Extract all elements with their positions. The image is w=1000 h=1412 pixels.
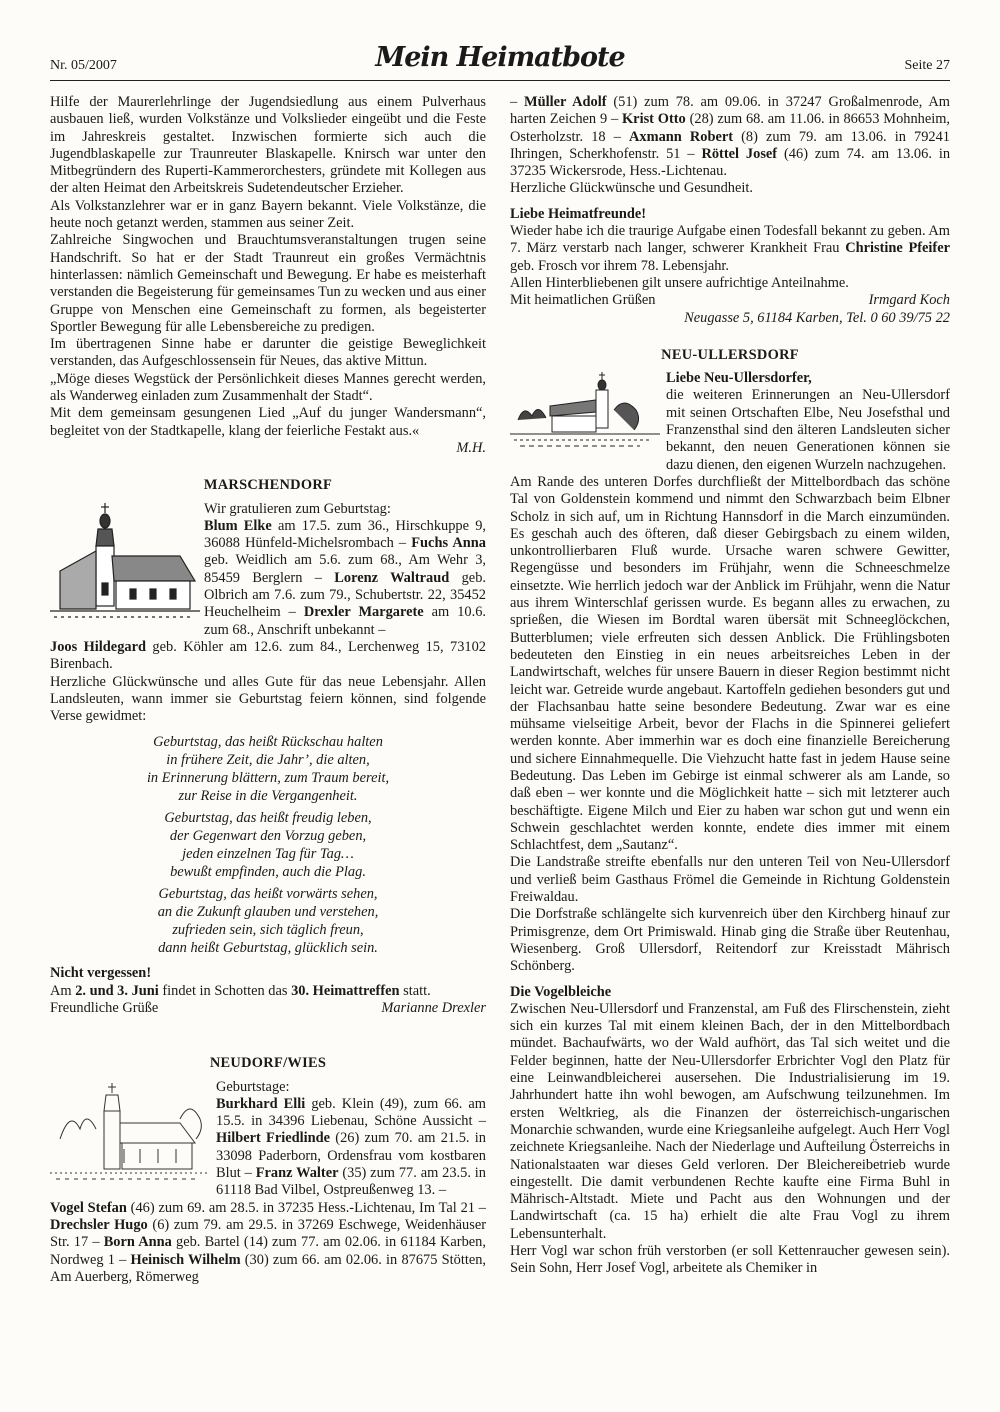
birthday-details: (30) zum 66. am 02.06. in 87675 Stötten, Am Auerberg, Römerweg <box>50 1251 486 1285</box>
deceased-name: Christine Pfeifer <box>845 240 950 257</box>
reminder-date: 2. und 3. Juni <box>75 982 159 999</box>
birthday-details: geb. Klein (49), zum 66. am 15.5. in 34396 Liebenau, Schöne Aussicht – <box>216 1095 486 1130</box>
page-number: Seite 27 <box>904 58 950 73</box>
condolence-part: geb. Frosch vor ihrem 78. Lebensjahr. <box>510 257 730 274</box>
neu-ullersdorf-paragraph: Zwischen Neu-Ullersdorf und Franzenstal, am Fuß des Flirschenstein, zieht sich ein kurzes Tal mit einem kleinen Bach, der in den Mittelbordbach mündet. Bachaufwärts, wo der Wald aufhört, das Tal sich weitet und die Felder beginnen, hatte der Neu-Ullersdorfer Erbrichter Vogl den Platz für eine Leinwandbleicherei ausersehen. Die Industrialisierung im 19. Jahrhundert hatte ihn wohl bewogen, am Aufschwung teilzunehmen. Im ersten Weltkrieg, als die Finanzen der österreichisch-ungarischen Monarchie schwanden, wurde eine Kriegsanleihe aufgelegt. Auch Herr Vogl zeichnete Kriegsanleihe. Nach der Niederlage und Aufteilung Österreichs in Nationalstaaten war dieses Geld verloren. Der Bleichereibetrieb wurde eingestellt. Die damit verbundenen Rechte kaufte eine Firma Buhl in Mährisch-Altstadt. Miete und Pacht aus den Wohnungen und der Landwirtschaft (ca. 15 ha) erhielt die alte Frau Vogl zu ihrem Lebensunterhalt. <box>510 1000 950 1242</box>
marschendorf-intro: Wir gratulieren zum Geburtstag: <box>204 500 391 517</box>
intro-paragraph: Zahlreiche Singwochen und Brauchtumsveranstaltungen trugen seine Handschrift. So hat er der Stadt Traunreut ein großes Vermächtnis hinterlassen: nämlich Gemeinschaft und Bewegung. Er habe es meisterhaft verstanden die Begeisterung für gemeinsames Tun zu wecken und aus einer Gruppe von Menschen eine Gemeinschaft zu formen, als begeisterter Sportler Bewegung für alle Lebensbereiche zu predigen. <box>50 232 486 335</box>
birthday-details: (35) zum 77. am 23.5. in 61118 Bad Vilbel, Ostpreußenweg 13. – <box>216 1165 486 1199</box>
intro-paragraph: Im übertragenen Sinne habe er darunter die geistige Beweglichkeit verstanden, das Aufgeschlossensein für Neues, das aktive Mittun. <box>50 336 486 370</box>
poem-line: zufrieden sein, sich täglich freun, <box>172 922 364 939</box>
birthday-name: Drechsler Hugo <box>50 1216 148 1233</box>
neudorf-intro: Geburtstage: <box>216 1078 290 1095</box>
birthday-name: Hilbert Friedlinde <box>216 1130 330 1147</box>
birthday-name: Heinisch Wilhelm <box>130 1251 241 1268</box>
poem-line: Geburtstag, das heißt Rückschau halten <box>153 734 383 751</box>
poem-line: bewußt empfinden, auch die Plag. <box>170 864 366 881</box>
poem-line: jeden einzelnen Tag für Tag… <box>182 846 354 863</box>
birthday-name: Drexler Margarete <box>303 604 424 621</box>
birthday-name: Müller Adolf <box>524 94 607 110</box>
poem-line: an die Zukunft glauben und verstehen, <box>157 904 379 921</box>
neu-ullersdorf-paragraph: Die Landstraße streifte ebenfalls nur den unteren Teil von Neu-Ullersdorf und verließ beim Gasthaus Frömel die Gemeinde in Richtung Goldenstein Freiwaldau. <box>510 854 950 906</box>
poem-line: zur Reise in die Vergangenheit. <box>178 788 358 805</box>
reminder-part: statt. <box>399 982 431 999</box>
birthday-name: Axmann Robert <box>629 128 734 145</box>
marschendorf-block <box>50 501 486 639</box>
neu-ullersdorf-paragraph: Am Rande des unteren Dorfes durchfließt der Mittelbordbach das schöne Tal von Goldenstein kommend und nimmt den Schwarzbach beim Elbner Scholz in sich auf, um in Richtung Hannsdorf in die March einzumünden. Es geschah auch des öfteren, daß dieser Gebirgsbach zu einem wilden, unkontrollierbaren Fluß wurde. Ursache waren schwere Gewitter, Regengüsse und besonders im Frühjahr, wenn die Schneeschmelze einsetzte. Wie herrlich jedoch war der Anblick im Frühjahr, wenn die Natur aus ihrem Winterschlaf gerissen wurde. Es begann alles zu erwachen, zu sprießen, die Wiesen im Bordtal waren übersät mit Schneeglöckchen, Butterblumen; viele erfreuten sich dessen Anblick. Die Frühlingsboten bedeuteten den Einstieg in ein neues arbeitsreiches Leben in der Landwirtschaft, welches für unsere Bauern in dieser Region bestimmt nicht leicht war. Getreide wurde angebaut. Kartoffeln gediehen besonders gut und der Flachsanbau hatte seine besondere Bedeutung. Zwar war es eine mühsame vielseitige Arbeit, bevor der Flachs in die Spinnerei geliefert werden konnte. Aber immerhin war es doch eine finanzielle Bereicherung und sichere Einnahmequelle. Die Viehzucht hatte fast in jedem Hause seine Bedeutung. Das Leben im Gebirge ist einmal schwerer als am Lande, so daß eben – wer konnte und die Möglichkeit hatte – sich mit letzterer auch beschäftigte. Eigene Milch und Eier zu haben war schon gut und wenn ein Schwein geschlachtet werden konnte, endete dies immer mit einem Schlachtfest, dem „Sautanz“. <box>510 473 950 854</box>
condolence-signature: Irmgard Koch <box>868 292 950 309</box>
birthday-name: Krist Otto <box>621 111 686 128</box>
birthday-details: (46) zum 74. am 13.06. in 37235 Wickersrode, Hess.-Lichtenau. <box>510 145 951 180</box>
birthday-details: (46) zum 69. am 28.5. in 37235 Hess.-Lichtenau, Im Tal 21 – <box>126 1199 486 1216</box>
condolence-address: Neugasse 5, 61184 Karben, Tel. 0 60 39/75 22 <box>684 309 950 326</box>
birthday-details: (6) zum 79. am 29.5. in 37269 Eschwege, Weidenhäuser Str. 17 – <box>50 1216 486 1251</box>
condolence-closing-row <box>510 292 950 309</box>
church-sketch-illustration <box>50 1079 210 1189</box>
neudorf-text <box>210 1079 486 1200</box>
intro-paragraph: „Möge dieses Wegstück der Persönlichkeit dieses Mannes gerecht werden, als Wanderweg einladen zum Zusammenhalt der Stadt“. <box>50 370 486 405</box>
section-title-neu-ullersdorf: NEU-ULLERSDORF <box>661 346 799 363</box>
poem-line: Geburtstag, das heißt freudig leben, <box>164 810 372 827</box>
birthday-details: (26) zum 70. am 21.5. in 33098 Paderborn, Ordensfrau vom kostbaren Blut – <box>216 1130 486 1182</box>
section-title-marschendorf: MARSCHENDORF <box>203 477 333 494</box>
vogelbleiche-title: Die Vogelbleiche <box>510 983 612 1000</box>
neu-ullersdorf-paragraph: Die Dorfstraße schlängelte sich kurvenreich über den Kirchberg hinauf zur Primisgrenze, dem Ort Primiswald. Hinab ging die Straße über Reutenhau, Wiesenberg. Groß Ullersdorf, Reitendorf zur Kreisstadt Mährisch Schönberg. <box>510 906 950 975</box>
poem-line: in frühere Zeit, die Jahr’, die alten, <box>166 752 370 769</box>
neu-ullersdorf-greeting: Liebe Neu-Ullersdorfer, <box>666 370 812 387</box>
birthday-details: geb. Weidlich am 5.6. zum 68., Am Wehr 3, 85459 Berglern – <box>204 552 486 586</box>
birthday-details: (51) zum 78. am 09.06. in 37247 Großalmenrode, Am harten Zeichen 9 – <box>510 94 950 128</box>
birthday-list <box>204 518 486 639</box>
birthday-details: geb. Bartel (14) zum 77. am 02.06. in 61184 Karben, Nordweg 1 – <box>50 1234 486 1268</box>
reminder-part: Am <box>50 982 76 999</box>
masthead-logo: Mein Heimatbote <box>375 42 625 73</box>
header-rule <box>50 80 950 81</box>
birthday-name: Joos Hildegard <box>50 638 146 655</box>
birthday-name: Fuchs Anna <box>411 535 486 552</box>
church-hill-illustration <box>510 370 660 450</box>
intro-signature: M.H. <box>456 439 486 456</box>
birthday-list-cont <box>50 1200 486 1286</box>
closing-text: Freundliche Grüße <box>50 999 159 1016</box>
poem-line: Geburtstag, das heißt vorwärts sehen, <box>158 886 378 903</box>
birthday-name: Lorenz Waltraud <box>334 569 450 586</box>
condolence-part: Wieder habe ich die traurige Aufgabe einen Todesfall bekannt zu geben. Am 7. März verstarb nach langer, schwerer Krankheit Frau <box>510 223 950 257</box>
issue-number: Nr. 05/2007 <box>50 58 117 73</box>
left-column <box>50 94 486 1286</box>
birthday-poem <box>50 733 486 957</box>
neudorf-block <box>50 1079 486 1200</box>
birthday-greeting: Herzliche Glückwünsche und Gesundheit. <box>510 180 753 197</box>
birthday-list-cont <box>50 639 486 674</box>
condolence-sympathy: Allen Hinterbliebenen gilt unsere aufrichtige Anteilnahme. <box>510 274 849 291</box>
birthday-details: geb. Olbrich am 7.6. zum 79., Schubertstr. 22, 35452 Heuchelheim – <box>204 569 486 621</box>
birthday-name: Born Anna <box>103 1234 172 1251</box>
condolence-closing: Mit heimatlichen Grüßen <box>510 292 656 309</box>
neu-ullersdorf-block <box>510 370 950 474</box>
intro-paragraph: Als Volkstanzlehrer war er in ganz Bayern bekannt. Viele Volkstänze, die heute noch getanzt werden, stammen aus seiner Zeit. <box>50 197 486 232</box>
reminder-event: 30. Heimattreffen <box>291 982 400 999</box>
neu-ullersdorf-paragraph: die weiteren Erinnerungen an Neu-Ullersdorf mit seinen Ortschaften Elbe, Neu Josefsthal und Franzensthal sind den älteren Landsleuten sicher bekannt, den neuen Generationen können sie dazu dienen, den eigenen Wurzeln nachzugehen. <box>666 387 950 473</box>
birthday-name: Franz Walter <box>255 1165 339 1182</box>
birthday-name: Burkhard Elli <box>216 1095 306 1112</box>
birthday-details: am 17.5. zum 36., Hirschkuppe 9, 36088 Hünfeld-Michelsrombach – <box>204 517 486 552</box>
reminder-text <box>50 983 486 1000</box>
neu-ullersdorf-paragraph: Herr Vogl war schon früh verstorben (er soll Kettenraucher gewesen sein). Sein Sohn, Herr Josef Vogl, arbeitete als Chemiker in <box>510 1243 950 1277</box>
neu-ullersdorf-intro <box>660 370 950 474</box>
intro-paragraph: Mit dem gemeinsam gesungenen Lied „Auf du junger Wandersmann“, begleitet von der Stadtkapelle, klang der feierliche Festakt aus.« <box>50 405 486 439</box>
reminder-part: findet in Schotten das <box>158 982 292 999</box>
page-header <box>50 40 950 78</box>
reminder-title: Nicht vergessen! <box>50 965 152 982</box>
birthday-details: (28) zum 68. am 11.06. in 86653 Mohnheim, Osterholzstr. 18 – <box>510 111 951 145</box>
birthday-name: Vogel Stefan <box>50 1199 127 1216</box>
marschendorf-greeting: Herzliche Glückwünsche und alles Gute für das neue Lebensjahr. Allen Landsleuten, wann immer sie Geburtstag feiern können, sind folgende Verse gewidmet: <box>50 673 486 725</box>
intro-paragraph: Hilfe der Maurerlehrlinge der Jugendsiedlung aus einem Pulverhaus ausbauen ließ, wurden Volkstänze und Volkslieder eingeübt und die Feste im Jahreskreis gestaltet. Inzwischen formierte sich auch die Jugendblaskapelle zur Traunreuter Blaskapelle. Knirsch war unter den Mitbegründern des Ruperti-Kammerorchesters, gründete mit Kollegen aus der alten Heimat den Arbeitskreis Sudetendeutscher Erzieher. <box>50 94 486 197</box>
closing-row <box>50 1000 486 1017</box>
condolence-title: Liebe Heimatfreunde! <box>510 205 647 222</box>
section-title-neudorf: NEUDORF/WIES <box>209 1055 327 1072</box>
birthday-details: geb. Köhler am 12.6. zum 84., Lerchenweg 15, 73102 Birenbach. <box>50 638 486 673</box>
condolence-text <box>510 223 950 275</box>
birthday-details: (8) zum 79. am 13.06. in 79241 Ihringen, Scherkhofenstr. 51 – <box>510 128 950 162</box>
birthday-name: Röttel Josef <box>701 145 778 162</box>
birthday-name: Blum Elke <box>204 517 272 534</box>
right-column <box>510 94 950 1278</box>
marschendorf-text <box>200 501 486 639</box>
birthday-details: am 10.6. zum 68., Anschrift unbekannt – <box>204 604 487 638</box>
poem-line: der Gegenwart den Vorzug geben, <box>169 828 367 845</box>
birthday-list: – Müller Adolf (51) zum 78. am 09.06. in 37247 Großalmenrode, Am harten Zeichen 9 – Krist Otto (28) zum 68. am 11.06. in 86653 Mohnheim, Osterholzstr. 18 – Axmann Robert (8) zum 79. am 13.06. in 79241 Ihringen, Scherkhofenstr. 51 – Röttel Josef (46) zum 74. am 13.06. in 37235 Wickersrode, Hess.-Lichtenau. <box>510 94 951 180</box>
birthday-list <box>216 1096 486 1200</box>
poem-line: dann heißt Geburtstag, glücklich sein. <box>158 940 378 957</box>
poem-line: in Erinnerung blättern, zum Traum bereit, <box>146 770 390 787</box>
closing-signature: Marianne Drexler <box>381 999 486 1016</box>
church-illustration <box>50 501 200 631</box>
